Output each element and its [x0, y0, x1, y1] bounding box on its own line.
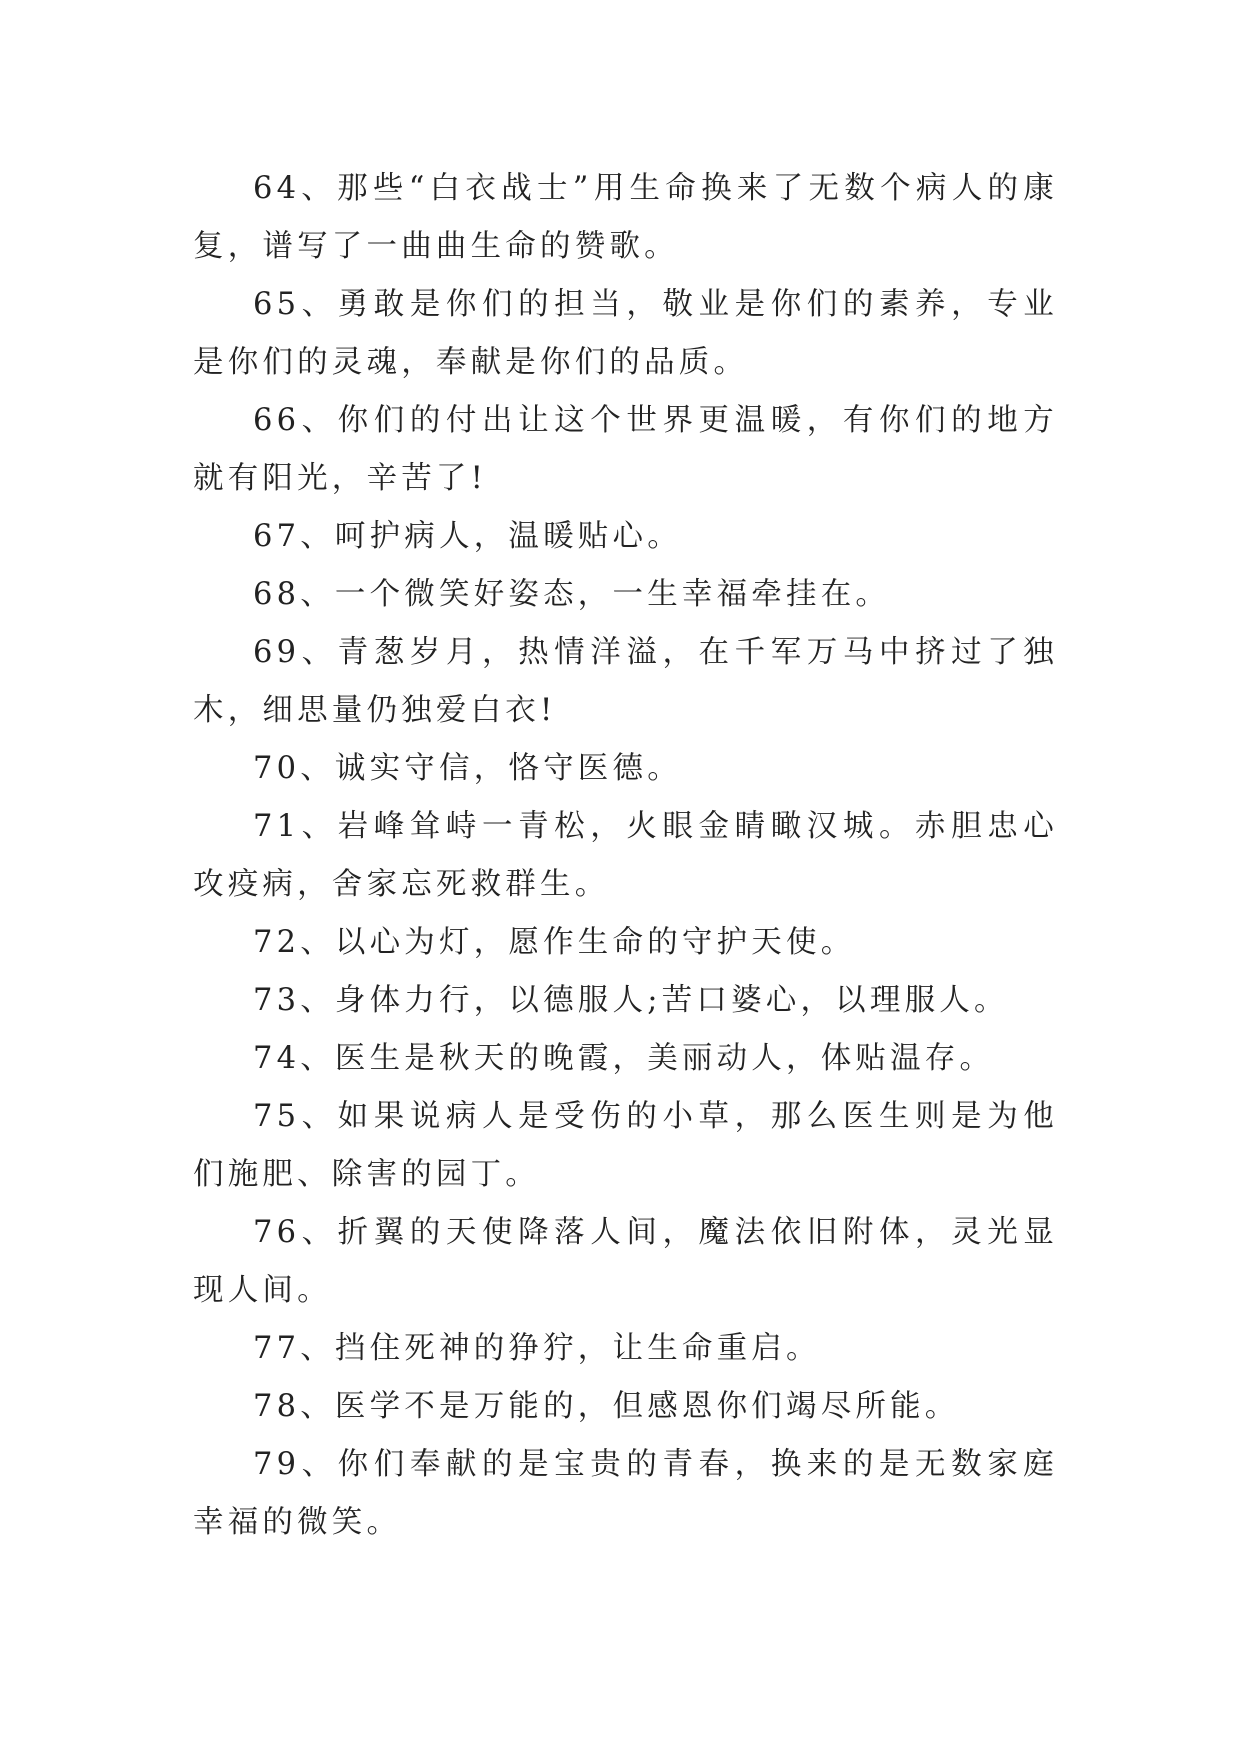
- paragraph-79: 79、你们奉献的是宝贵的青春，换来的是无数家庭幸福的微笑。: [193, 1447, 1058, 1540]
- paragraph-72: 72、以心为灯，愿作生命的守护天使。: [253, 925, 856, 960]
- paragraph-77: 77、挡住死神的狰狞，让生命重启。: [253, 1331, 821, 1366]
- paragraph-68: 68、一个微笑好姿态，一生幸福牵挂在。: [253, 577, 891, 612]
- paragraph-67: 67、呵护病人，温暖贴心。: [253, 519, 682, 554]
- paragraph-69: 69、青葱岁月，热情洋溢，在千军万马中挤过了独木，细思量仍独爱白衣!: [193, 635, 1058, 728]
- paragraph-73: 73、身体力行，以德服人;苦口婆心，以理服人。: [253, 983, 1009, 1018]
- paragraph-70: 70、诚实守信，恪守医德。: [253, 751, 682, 786]
- paragraph-64: 64、那些“白衣战士”用生命换来了无数个病人的康复，谱写了一曲曲生命的赞歌。: [193, 171, 1058, 264]
- paragraph-75: 75、如果说病人是受伤的小草，那么医生则是为他们施肥、除害的园丁。: [193, 1099, 1058, 1192]
- paragraph-78: 78、医学不是万能的，但感恩你们竭尽所能。: [253, 1389, 960, 1424]
- paragraph-71: 71、岩峰耸峙一青松，火眼金睛瞰汉城。赤胆忠心攻疫病，舍家忘死救群生。: [193, 809, 1058, 902]
- paragraph-74: 74、医生是秋天的晚霞，美丽动人，体贴温存。: [253, 1041, 995, 1076]
- paragraph-76: 76、折翼的天使降落人间，魔法依旧附体，灵光显现人间。: [193, 1215, 1058, 1308]
- paragraph-65: 65、勇敢是你们的担当，敬业是你们的素养，专业是你们的灵魂，奉献是你们的品质。: [193, 287, 1058, 380]
- document-body: [193, 160, 1058, 1552]
- paragraph-66: 66、你们的付出让这个世界更温暖，有你们的地方就有阳光，辛苦了!: [193, 403, 1058, 496]
